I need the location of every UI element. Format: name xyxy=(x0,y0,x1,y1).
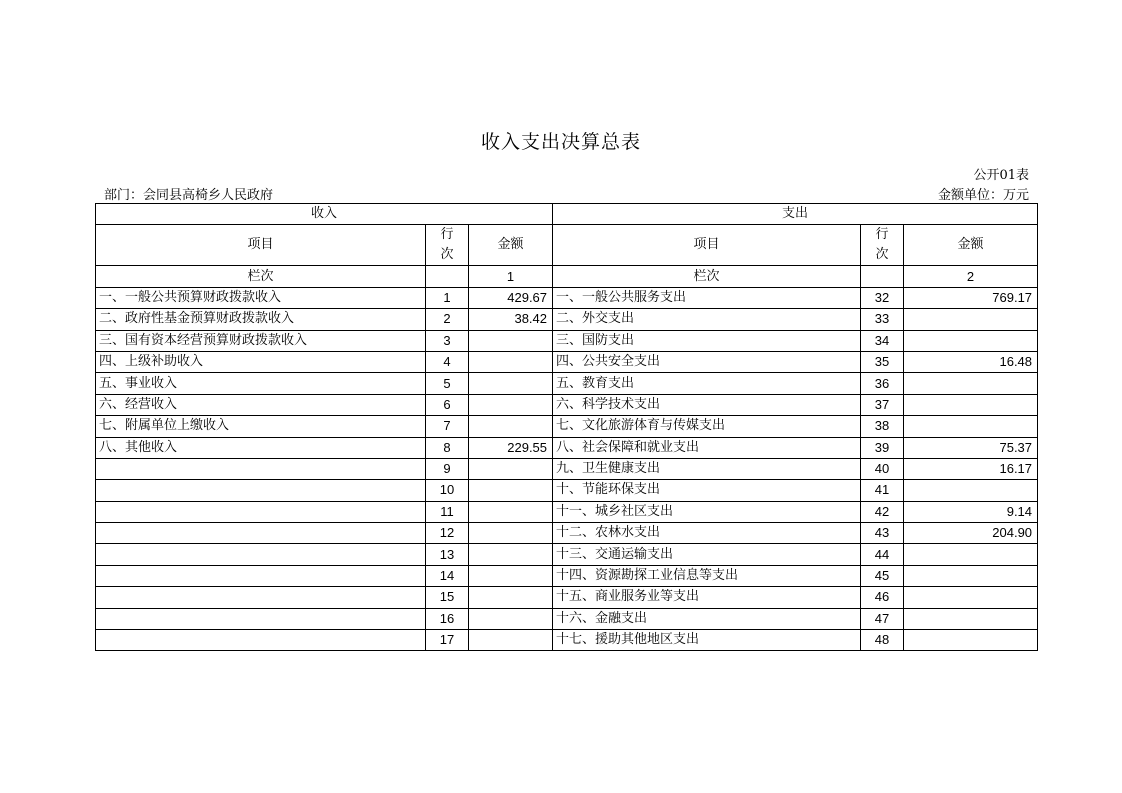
line-header-bottom: 次 xyxy=(875,247,889,263)
expense-line-cell: 41 xyxy=(861,480,904,501)
income-amount-cell xyxy=(469,587,553,608)
income-amount-cell xyxy=(469,544,553,565)
table-row xyxy=(96,608,1038,629)
income-amount-cell xyxy=(469,373,553,394)
expense-line-cell: 37 xyxy=(861,394,904,415)
income-column-number: 1 xyxy=(469,266,553,287)
income-amount-cell xyxy=(469,608,553,629)
expense-item-cell: 十一、城乡社区支出 xyxy=(553,501,861,522)
income-item-cell: 六、经营收入 xyxy=(96,394,426,415)
income-item-cell: 二、政府性基金预算财政拨款收入 xyxy=(96,309,426,330)
income-amount-cell: 229.55 xyxy=(469,437,553,458)
income-amount-cell xyxy=(469,480,553,501)
expense-amount-cell: 204.90 xyxy=(904,523,1038,544)
income-amount-cell xyxy=(469,523,553,544)
income-item-cell: 一、一般公共预算财政拨款收入 xyxy=(96,287,426,308)
line-header-bottom: 次 xyxy=(440,247,454,263)
income-amount-cell xyxy=(469,330,553,351)
income-line-cell: 4 xyxy=(426,351,469,372)
expense-item-cell: 十六、金融支出 xyxy=(553,608,861,629)
income-item-cell xyxy=(96,523,426,544)
income-item-cell: 五、事业收入 xyxy=(96,373,426,394)
expense-amount-cell xyxy=(904,565,1038,586)
expense-item-cell: 六、科学技术支出 xyxy=(553,394,861,415)
income-amount-cell xyxy=(469,458,553,479)
income-line-cell: 2 xyxy=(426,309,469,330)
income-item-cell: 三、国有资本经营预算财政拨款收入 xyxy=(96,330,426,351)
expense-item-cell: 一、一般公共服务支出 xyxy=(553,287,861,308)
income-item-header: 项目 xyxy=(96,225,426,266)
expense-item-cell: 十五、商业服务业等支出 xyxy=(553,587,861,608)
table-row xyxy=(96,394,1038,415)
income-line-cell: 9 xyxy=(426,458,469,479)
income-item-cell xyxy=(96,630,426,651)
table-row xyxy=(96,480,1038,501)
table-row xyxy=(96,351,1038,372)
table-row xyxy=(96,565,1038,586)
expense-line-cell: 40 xyxy=(861,458,904,479)
expense-item-cell: 十四、资源勘探工业信息等支出 xyxy=(553,565,861,586)
expense-line-cell: 48 xyxy=(861,630,904,651)
income-item-cell xyxy=(96,458,426,479)
income-line-cell: 13 xyxy=(426,544,469,565)
income-line-cell: 8 xyxy=(426,437,469,458)
expense-line-blank xyxy=(861,266,904,287)
table-row xyxy=(96,587,1038,608)
table-row xyxy=(96,309,1038,330)
table-row xyxy=(96,544,1038,565)
expense-item-cell: 十七、援助其他地区支出 xyxy=(553,630,861,651)
expense-line-cell: 33 xyxy=(861,309,904,330)
column-number-row xyxy=(96,266,1038,287)
expense-item-cell: 七、文化旅游体育与传媒支出 xyxy=(553,416,861,437)
expense-amount-cell: 9.14 xyxy=(904,501,1038,522)
expense-line-header xyxy=(861,225,904,266)
expense-line-cell: 32 xyxy=(861,287,904,308)
expense-line-cell: 42 xyxy=(861,501,904,522)
income-item-cell xyxy=(96,501,426,522)
table-row xyxy=(96,437,1038,458)
expense-line-cell: 39 xyxy=(861,437,904,458)
expense-line-cell: 43 xyxy=(861,523,904,544)
expense-amount-cell xyxy=(904,544,1038,565)
expense-amount-cell xyxy=(904,630,1038,651)
department-label: 部门：会同县高椅乡人民政府 xyxy=(104,188,274,203)
expense-amount-cell: 16.17 xyxy=(904,458,1038,479)
expense-item-cell: 十、节能环保支出 xyxy=(553,480,861,501)
expense-amount-cell xyxy=(904,394,1038,415)
page-title: 收入支出决算总表 xyxy=(480,131,641,153)
expense-amount-cell xyxy=(904,416,1038,437)
income-column-label: 栏次 xyxy=(96,266,426,287)
expense-amount-cell xyxy=(904,330,1038,351)
expense-line-cell: 35 xyxy=(861,351,904,372)
expense-line-cell: 38 xyxy=(861,416,904,437)
income-line-cell: 7 xyxy=(426,416,469,437)
expense-line-cell: 45 xyxy=(861,565,904,586)
income-item-cell: 七、附属单位上缴收入 xyxy=(96,416,426,437)
section-header-row xyxy=(96,204,1038,225)
income-item-cell xyxy=(96,587,426,608)
table-row xyxy=(96,501,1038,522)
line-header-top: 行 xyxy=(440,227,454,243)
income-item-cell: 四、上级补助收入 xyxy=(96,351,426,372)
table-row xyxy=(96,523,1038,544)
income-item-cell xyxy=(96,544,426,565)
expense-item-cell: 八、社会保障和就业支出 xyxy=(553,437,861,458)
income-amount-cell: 429.67 xyxy=(469,287,553,308)
income-item-cell xyxy=(96,480,426,501)
expense-amount-cell xyxy=(904,608,1038,629)
income-line-header xyxy=(426,225,469,266)
expense-section-header: 支出 xyxy=(553,204,1038,225)
expense-item-cell: 十二、农林水支出 xyxy=(553,523,861,544)
column-header-row xyxy=(96,225,1038,266)
expense-item-cell: 十三、交通运输支出 xyxy=(553,544,861,565)
income-item-cell: 八、其他收入 xyxy=(96,437,426,458)
income-line-cell: 5 xyxy=(426,373,469,394)
expense-amount-cell xyxy=(904,480,1038,501)
income-line-cell: 10 xyxy=(426,480,469,501)
income-item-cell xyxy=(96,608,426,629)
expense-line-cell: 34 xyxy=(861,330,904,351)
income-line-cell: 11 xyxy=(426,501,469,522)
income-amount-cell xyxy=(469,351,553,372)
expense-amount-cell xyxy=(904,373,1038,394)
income-line-cell: 15 xyxy=(426,587,469,608)
income-amount-cell xyxy=(469,501,553,522)
expense-item-cell: 二、外交支出 xyxy=(553,309,861,330)
expense-amount-cell: 75.37 xyxy=(904,437,1038,458)
expense-item-cell: 三、国防支出 xyxy=(553,330,861,351)
form-number: 公开01表 xyxy=(973,168,1029,183)
expense-line-cell: 47 xyxy=(861,608,904,629)
expense-item-cell: 五、教育支出 xyxy=(553,373,861,394)
table-row xyxy=(96,416,1038,437)
income-expense-table xyxy=(95,203,1038,651)
income-line-cell: 16 xyxy=(426,608,469,629)
income-line-cell: 17 xyxy=(426,630,469,651)
table-row xyxy=(96,373,1038,394)
income-amount-cell xyxy=(469,416,553,437)
expense-column-label: 栏次 xyxy=(553,266,861,287)
expense-item-header: 项目 xyxy=(553,225,861,266)
income-line-cell: 12 xyxy=(426,523,469,544)
table-row xyxy=(96,287,1038,308)
income-amount-header: 金额 xyxy=(469,225,553,266)
income-line-cell: 14 xyxy=(426,565,469,586)
expense-amount-header: 金额 xyxy=(904,225,1038,266)
income-amount-cell xyxy=(469,630,553,651)
table-row xyxy=(96,630,1038,651)
income-amount-cell: 38.42 xyxy=(469,309,553,330)
income-amount-cell xyxy=(469,565,553,586)
income-line-cell: 6 xyxy=(426,394,469,415)
income-item-cell xyxy=(96,565,426,586)
income-line-cell: 3 xyxy=(426,330,469,351)
expense-amount-cell: 16.48 xyxy=(904,351,1038,372)
expense-item-cell: 九、卫生健康支出 xyxy=(553,458,861,479)
table-row xyxy=(96,330,1038,351)
table-row xyxy=(96,458,1038,479)
expense-column-number: 2 xyxy=(904,266,1038,287)
expense-amount-cell xyxy=(904,587,1038,608)
income-section-header: 收入 xyxy=(96,204,553,225)
expense-item-cell: 四、公共安全支出 xyxy=(553,351,861,372)
expense-line-cell: 44 xyxy=(861,544,904,565)
income-line-cell: 1 xyxy=(426,287,469,308)
amount-unit-label: 金额单位：万元 xyxy=(937,188,1029,203)
income-line-blank xyxy=(426,266,469,287)
expense-amount-cell: 769.17 xyxy=(904,287,1038,308)
expense-line-cell: 46 xyxy=(861,587,904,608)
line-header-top: 行 xyxy=(875,227,889,243)
income-amount-cell xyxy=(469,394,553,415)
expense-amount-cell xyxy=(904,309,1038,330)
expense-line-cell: 36 xyxy=(861,373,904,394)
